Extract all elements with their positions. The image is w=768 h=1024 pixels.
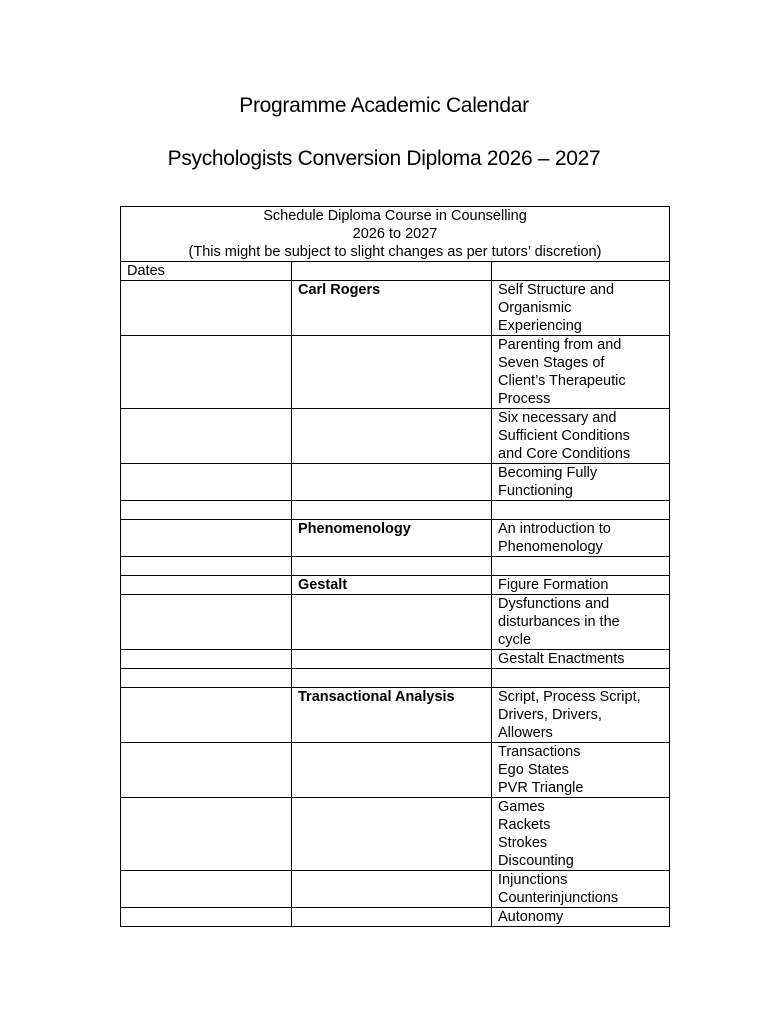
table-row — [121, 688, 670, 743]
date-cell — [121, 650, 292, 669]
topic-cell — [292, 743, 492, 798]
topic-cell — [292, 595, 492, 650]
topic-cell — [292, 871, 492, 908]
table-header-line: Schedule Diploma Course in Counselling — [263, 208, 527, 224]
topic-cell — [292, 336, 492, 409]
content-line: Becoming Fully — [498, 465, 598, 481]
content-cell — [492, 557, 670, 576]
dates-column-header: Dates — [121, 262, 292, 281]
content-line: Organismic — [498, 300, 572, 316]
document-title: Programme Academic Calendar — [239, 94, 529, 117]
table-header-line: (This might be subject to slight changes as per tutors’ discretion) — [188, 244, 602, 260]
table-row — [121, 464, 670, 501]
dates-header-row — [121, 262, 670, 281]
content-line: Client’s Therapeutic — [498, 373, 626, 389]
content-line: Sufficient Conditions — [498, 428, 630, 444]
topic-column-header — [292, 262, 492, 281]
content-column-header — [492, 262, 670, 281]
topic-cell — [292, 557, 492, 576]
content-cell — [492, 409, 670, 464]
content-line: Injunctions — [498, 872, 568, 888]
content-cell — [492, 501, 670, 520]
content-line: cycle — [498, 632, 532, 648]
content-cell — [492, 576, 670, 595]
content-line: Autonomy — [498, 909, 564, 925]
content-line: Allowers — [498, 725, 553, 741]
topic-cell: Transactional Analysis — [292, 688, 492, 743]
content-line: Parenting from and — [498, 337, 622, 353]
date-cell — [121, 688, 292, 743]
date-cell — [121, 336, 292, 409]
content-cell — [492, 336, 670, 409]
content-cell — [492, 688, 670, 743]
date-cell — [121, 576, 292, 595]
topic-cell — [292, 798, 492, 871]
table-row — [121, 281, 670, 336]
content-cell — [492, 871, 670, 908]
table-row — [121, 501, 670, 520]
content-line: Counterinjunctions — [498, 890, 619, 906]
date-cell — [121, 281, 292, 336]
content-line: Gestalt Enactments — [498, 651, 625, 667]
date-cell — [121, 409, 292, 464]
content-cell — [492, 743, 670, 798]
content-line: Drivers, Drivers, — [498, 707, 602, 723]
content-line: Transactions — [498, 744, 581, 760]
table-row — [121, 871, 670, 908]
content-line: Games — [498, 799, 545, 815]
content-cell — [492, 650, 670, 669]
table-row — [121, 798, 670, 871]
content-cell — [492, 520, 670, 557]
content-line: Functioning — [498, 483, 573, 499]
content-line: Rackets — [498, 817, 551, 833]
content-cell — [492, 281, 670, 336]
content-line: Self Structure and — [498, 282, 615, 298]
content-cell — [492, 908, 670, 927]
table-row — [121, 520, 670, 557]
content-line: PVR Triangle — [498, 780, 584, 796]
table-row — [121, 743, 670, 798]
table-row — [121, 409, 670, 464]
content-cell — [492, 669, 670, 688]
date-cell — [121, 798, 292, 871]
date-cell — [121, 669, 292, 688]
table-row — [121, 908, 670, 927]
table-row — [121, 336, 670, 409]
date-cell — [121, 501, 292, 520]
schedule-table — [120, 206, 670, 927]
table-header-cell — [121, 207, 670, 262]
date-cell — [121, 743, 292, 798]
content-line: disturbances in the — [498, 614, 620, 630]
content-line: Script, Process Script, — [498, 689, 641, 705]
date-cell — [121, 557, 292, 576]
table-row — [121, 557, 670, 576]
content-line: Discounting — [498, 853, 574, 869]
content-line: Strokes — [498, 835, 548, 851]
table-header-row — [121, 207, 670, 262]
content-cell — [492, 464, 670, 501]
content-line: Phenomenology — [498, 539, 603, 555]
date-cell — [121, 871, 292, 908]
table-header-line: 2026 to 2027 — [352, 226, 438, 242]
date-cell — [121, 908, 292, 927]
content-line: and Core Conditions — [498, 446, 631, 462]
topic-cell — [292, 650, 492, 669]
topic-cell — [292, 409, 492, 464]
table-row — [121, 595, 670, 650]
topic-cell — [292, 908, 492, 927]
content-line: Ego States — [498, 762, 569, 778]
content-line: Process — [498, 391, 551, 407]
content-line: Dysfunctions and — [498, 596, 610, 612]
topic-cell: Carl Rogers — [292, 281, 492, 336]
topic-cell — [292, 501, 492, 520]
table-row — [121, 650, 670, 669]
date-cell — [121, 595, 292, 650]
content-line: Figure Formation — [498, 577, 609, 593]
topic-cell — [292, 464, 492, 501]
content-line: Six necessary and — [498, 410, 617, 426]
document-subtitle: Psychologists Conversion Diploma 2026 – 2027 — [167, 147, 601, 170]
topic-cell: Phenomenology — [292, 520, 492, 557]
topic-cell: Gestalt — [292, 576, 492, 595]
date-cell — [121, 464, 292, 501]
date-cell — [121, 520, 292, 557]
content-line: Seven Stages of — [498, 355, 605, 371]
table-row — [121, 669, 670, 688]
topic-cell — [292, 669, 492, 688]
content-cell — [492, 595, 670, 650]
content-cell — [492, 798, 670, 871]
content-line: Experiencing — [498, 318, 582, 334]
table-row — [121, 576, 670, 595]
content-line: An introduction to — [498, 521, 611, 537]
